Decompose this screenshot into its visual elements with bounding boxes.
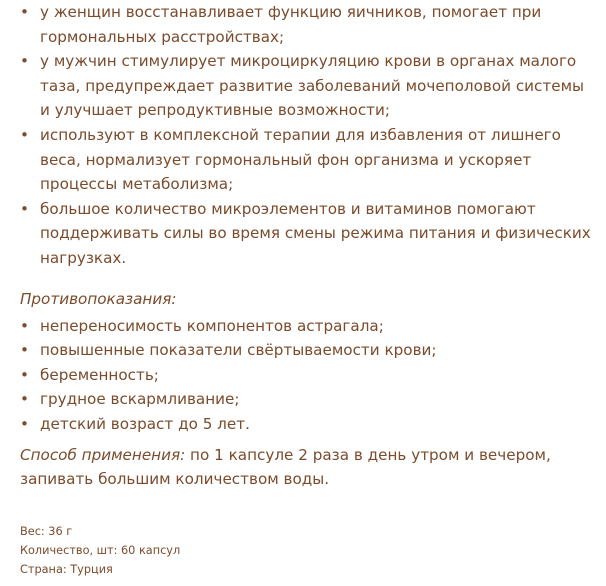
list-item: • у женщин восстанавливает функцию яичников, помогает при гормональных расстройствах;	[20, 0, 592, 49]
bullet-icon: •	[20, 341, 29, 360]
list-item: • повышенные показатели свёртываемости крови;	[20, 338, 592, 363]
spec-weight: Вес: 36 г	[20, 524, 73, 538]
list-item: • грудное вскармливание;	[20, 387, 592, 412]
usage-paragraph	[20, 443, 592, 492]
list-item: • детский возраст до 5 лет.	[20, 412, 592, 437]
spec-country: Страна: Турция	[20, 563, 113, 577]
contraindications-heading: Противопоказания:	[20, 289, 177, 308]
list-item: • используют в комплексной терапии для избавления от лишнего веса, нормализует гормональный фон организма и ускоряет процессы метаболизма;	[20, 123, 592, 197]
bullet-icon: •	[20, 199, 29, 218]
usage-label: Способ применения:	[20, 445, 186, 464]
bullet-icon: •	[20, 390, 29, 409]
bullet-icon: •	[20, 365, 29, 384]
contraindications-list	[20, 314, 592, 437]
product-description	[20, 0, 592, 580]
bullet-icon: •	[20, 316, 29, 335]
bullet-icon: •	[20, 414, 29, 433]
spec-quantity: Количество, шт: 60 капсул	[20, 543, 181, 557]
product-specs	[20, 522, 592, 580]
list-item: • большое количество микроэлементов и витаминов помогают поддерживать силы во время смены режима питания и физических нагрузках.	[20, 197, 592, 271]
list-item: • беременность;	[20, 363, 592, 388]
bullet-icon: •	[20, 125, 29, 144]
list-item: • у мужчин стимулирует микроциркуляцию крови в органах малого таза, предупреждает развитие заболеваний мочеполовой системы и улучшает репродуктивные возможности;	[20, 49, 592, 123]
bullet-icon: •	[20, 3, 29, 21]
bullet-icon: •	[20, 52, 29, 71]
list-item: • непереносимость компонентов астрагала;	[20, 314, 592, 339]
benefits-list	[20, 0, 592, 271]
usage-text: по 1 капсуле 2 раза в день утром и вечером, запивать большим количеством воды.	[20, 445, 551, 489]
